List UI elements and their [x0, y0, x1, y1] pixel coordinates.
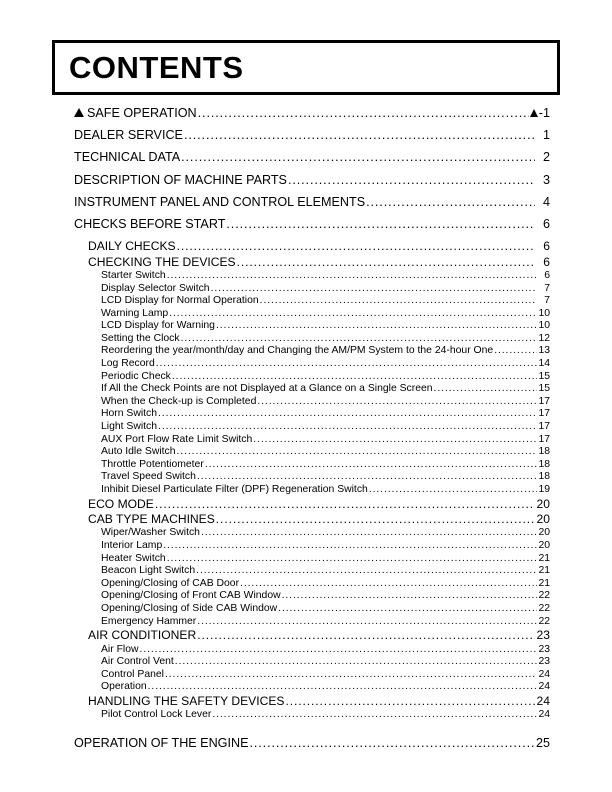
- dot-leader: [282, 590, 537, 601]
- dot-leader: [216, 512, 535, 526]
- toc-entry-page-value: -1: [538, 106, 550, 120]
- toc-entry-page-number: 21: [538, 577, 550, 589]
- toc-entry-page-number: 17: [538, 433, 550, 445]
- toc-entry[interactable]: [0, 396, 612, 409]
- toc-entry-label: Reordering the year/month/day and Changing the AM/PM System to the 24-hour One: [101, 345, 494, 357]
- toc-entry-page-number: 18: [538, 458, 550, 470]
- toc-entry-page-number: 18: [538, 471, 550, 483]
- toc-entry-label: Light Switch: [101, 421, 158, 433]
- toc-entry-label: Emergency Hammer: [101, 615, 197, 627]
- toc-entry-page-number: 23: [538, 643, 550, 655]
- toc-entry-page-number: 25: [535, 735, 550, 750]
- toc-entry[interactable]: [0, 512, 612, 527]
- dot-leader: [278, 603, 537, 614]
- toc-entry[interactable]: [0, 565, 612, 578]
- toc-entry[interactable]: [0, 628, 612, 643]
- toc-entry-page-number: 14: [538, 358, 550, 370]
- toc-entry[interactable]: [0, 681, 612, 694]
- dot-leader: [155, 497, 535, 511]
- dot-leader: [240, 578, 537, 589]
- dot-leader: [257, 396, 537, 407]
- dot-leader: [285, 694, 535, 708]
- toc-entry-page-number: 23: [538, 656, 550, 668]
- toc-entry-label: DAILY CHECKS: [88, 239, 176, 254]
- dot-leader: [216, 320, 537, 331]
- toc-entry-page-number: 12: [538, 332, 550, 344]
- toc-entry-label: Wiper/Washer Switch: [101, 527, 200, 539]
- dot-leader: [253, 434, 537, 445]
- toc-entry[interactable]: [0, 446, 612, 459]
- toc-entry-label: Beacon Light Switch: [101, 565, 196, 577]
- dot-leader: [201, 527, 537, 538]
- toc-entry-label: ECO MODE: [88, 496, 154, 511]
- toc-entry-page-number: 6: [543, 254, 550, 269]
- toc-entry-label: LCD Display for Warning: [101, 320, 215, 332]
- toc-entry-label: Operation: [101, 681, 147, 693]
- toc-entry-page-number: [530, 106, 550, 120]
- toc-entry-page-number: 10: [538, 320, 550, 332]
- toc-entry[interactable]: [0, 150, 612, 172]
- toc-entry-label: Travel Speed Switch: [101, 471, 196, 483]
- dot-leader: [181, 150, 535, 164]
- toc-entry-label: SAFE OPERATION: [87, 106, 197, 120]
- page-title-box: [52, 40, 560, 95]
- toc-entry-label: CHECKING THE DEVICES: [88, 254, 236, 269]
- dot-leader: [181, 333, 537, 344]
- toc-entry-page-number: 24: [538, 681, 550, 693]
- leader-spacer: [494, 345, 537, 356]
- dot-leader: [197, 471, 537, 482]
- toc-entry-label: Air Control Vent: [101, 656, 174, 668]
- toc-entry-page-number: 20: [536, 496, 550, 511]
- toc-entry-label: TECHNICAL DATA: [74, 150, 181, 165]
- toc-entry[interactable]: [0, 471, 612, 484]
- toc-entry[interactable]: [0, 270, 612, 283]
- toc-entry-page-number: 17: [538, 421, 550, 433]
- dot-leader: [205, 459, 537, 470]
- toc-entry[interactable]: [0, 106, 612, 128]
- toc-entry[interactable]: [0, 333, 612, 346]
- toc-entry-label: Auto Idle Switch: [101, 446, 176, 458]
- dot-leader: [369, 484, 537, 495]
- dot-leader: [288, 173, 535, 187]
- dot-leader: [226, 217, 535, 231]
- warning-triangle-icon: [74, 108, 84, 117]
- toc-entry[interactable]: [0, 217, 612, 239]
- toc-entry[interactable]: [0, 128, 612, 150]
- toc-entry-label: Inhibit Diesel Particulate Filter (DPF) Regeneration Switch: [101, 484, 368, 495]
- dot-leader: [175, 656, 537, 667]
- toc-entry-label: Display Selector Switch: [101, 282, 210, 294]
- toc-entry-page-number: 7: [544, 282, 550, 294]
- toc-entry-label: Warning Lamp: [101, 307, 169, 319]
- dot-leader: [177, 239, 535, 253]
- toc-entry-label: AUX Port Flow Rate Limit Switch: [101, 433, 253, 445]
- dot-leader: [197, 628, 535, 642]
- toc-entry-label: CHECKS BEFORE START: [74, 216, 226, 231]
- toc-entry-page-number: 18: [538, 446, 550, 458]
- toc-entry-label: Opening/Closing of Front CAB Window: [101, 590, 281, 602]
- dot-leader: [163, 540, 537, 551]
- toc-entry-page-number: 24: [536, 693, 550, 708]
- toc-entry-label: Periodic Check: [101, 370, 171, 382]
- toc-entry-label: OPERATION OF THE ENGINE: [74, 735, 249, 750]
- toc-entry-page-number: 20: [538, 527, 550, 539]
- dot-leader: [434, 383, 537, 394]
- toc-entry[interactable]: [0, 173, 612, 195]
- warning-triangle-icon: [530, 109, 538, 117]
- dot-leader: [165, 669, 537, 680]
- toc-entry-label: Control Panel: [101, 668, 164, 680]
- toc-entry-page-number: 22: [538, 590, 550, 602]
- toc-entry[interactable]: [0, 669, 612, 682]
- toc-entry-page-number: 17: [538, 408, 550, 420]
- toc-entry-page-number: 21: [538, 565, 550, 577]
- toc-entry-page-number: 23: [536, 628, 550, 643]
- toc-entry-page-number: 7: [544, 295, 550, 307]
- dot-leader: [172, 371, 537, 382]
- dot-leader: [167, 270, 537, 281]
- toc-entry[interactable]: [0, 408, 612, 421]
- toc-entry-label: Interior Lamp: [101, 539, 163, 551]
- toc-entry-page-number: 6: [544, 269, 550, 281]
- toc-entry-page-number: 1: [542, 128, 550, 143]
- toc-entry[interactable]: [0, 527, 612, 540]
- toc-entry[interactable]: [0, 239, 612, 254]
- toc-entry[interactable]: [0, 308, 612, 321]
- toc-entry[interactable]: [0, 295, 612, 308]
- toc-entry[interactable]: [0, 709, 612, 722]
- toc-entry-label: INSTRUMENT PANEL AND CONTROL ELEMENTS: [74, 194, 366, 209]
- dot-leader: [177, 446, 537, 457]
- toc-entry-page-number: 22: [538, 602, 550, 614]
- toc-entry[interactable]: [0, 255, 612, 270]
- dot-leader: [198, 106, 529, 120]
- toc-entry-label: CAB TYPE MACHINES: [88, 511, 215, 526]
- toc-entry[interactable]: [0, 345, 612, 358]
- toc-entry[interactable]: [0, 736, 612, 758]
- toc-entry[interactable]: [0, 616, 612, 629]
- dot-leader: [212, 709, 537, 720]
- toc-entry-page-number: 2: [542, 150, 550, 165]
- dot-leader: [184, 128, 535, 142]
- toc-entry-label: Heater Switch: [101, 552, 166, 564]
- toc-entry[interactable]: [0, 694, 612, 709]
- table-of-contents: [0, 106, 612, 758]
- toc-entry-label: Opening/Closing of CAB Door: [101, 577, 240, 589]
- toc-entry-label: LCD Display for Normal Operation: [101, 295, 259, 307]
- toc-entry-label: When the Check-up is Completed: [101, 395, 257, 407]
- toc-entry-page-number: 3: [542, 172, 550, 187]
- toc-entry-label: AIR CONDITIONER: [88, 628, 197, 643]
- toc-entry-page-number: 17: [538, 395, 550, 407]
- toc-entry-label: Throttle Potentiometer: [101, 458, 204, 470]
- toc-entry-label: Log Record: [101, 358, 155, 370]
- toc-entry[interactable]: [0, 484, 612, 497]
- dot-leader: [140, 644, 537, 655]
- toc-entry-page-number: 15: [538, 370, 550, 382]
- dot-leader: [249, 736, 535, 750]
- toc-entry[interactable]: [0, 553, 612, 566]
- toc-entry-page-number: 20: [536, 511, 550, 526]
- toc-entry[interactable]: [0, 540, 612, 553]
- toc-entry[interactable]: [0, 434, 612, 447]
- toc-entry[interactable]: [0, 578, 612, 591]
- toc-entry[interactable]: [0, 459, 612, 472]
- toc-entry[interactable]: [0, 195, 612, 217]
- toc-entry-label: Pilot Control Lock Lever: [101, 709, 212, 721]
- dot-leader: [197, 616, 537, 627]
- dot-leader: [158, 408, 537, 419]
- toc-entry[interactable]: [0, 644, 612, 657]
- toc-entry-label: Horn Switch: [101, 408, 158, 420]
- toc-entry-page-number: 24: [538, 709, 550, 721]
- toc-entry-label: Setting the Clock: [101, 332, 180, 344]
- toc-entry[interactable]: [0, 590, 612, 603]
- toc-entry-page-number: 21: [538, 552, 550, 564]
- page-title: CONTENTS: [69, 50, 244, 85]
- toc-entry-label: DESCRIPTION OF MACHINE PARTS: [74, 172, 287, 187]
- toc-entry-label: Air Flow: [101, 643, 139, 655]
- toc-entry[interactable]: [0, 358, 612, 371]
- toc-entry-page-number: 22: [538, 615, 550, 627]
- dot-leader: [211, 283, 537, 294]
- toc-entry[interactable]: [0, 603, 612, 616]
- dot-leader: [158, 421, 537, 432]
- toc-entry-page-number: 13: [538, 345, 550, 357]
- dot-leader: [196, 565, 537, 576]
- toc-entry-page-number: 6: [543, 239, 550, 254]
- dot-leader: [260, 295, 537, 306]
- dot-leader: [156, 358, 537, 369]
- toc-entry-page-number: 19: [538, 484, 550, 495]
- toc-entry-page-number: 6: [542, 216, 550, 231]
- toc-entry-page-number: 24: [538, 668, 550, 680]
- toc-entry[interactable]: [0, 497, 612, 512]
- toc-entry[interactable]: [0, 371, 612, 384]
- toc-entry[interactable]: [0, 320, 612, 333]
- toc-entry[interactable]: [0, 383, 612, 396]
- toc-entry-page-number: 4: [542, 194, 550, 209]
- toc-entry-label: Opening/Closing of Side CAB Window: [101, 602, 278, 614]
- toc-entry[interactable]: [0, 656, 612, 669]
- dot-leader: [169, 308, 537, 319]
- toc-entry-page-number: 10: [538, 307, 550, 319]
- toc-entry-page-number: 15: [538, 383, 550, 395]
- toc-entry-label: HANDLING THE SAFETY DEVICES: [88, 693, 285, 708]
- dot-leader: [237, 255, 535, 269]
- toc-entry-label: If All the Check Points are not Displayed at a Glance on a Single Screen: [101, 383, 433, 395]
- dot-leader: [148, 681, 537, 692]
- toc-entry[interactable]: [0, 421, 612, 434]
- toc-entry-label: Starter Switch: [101, 269, 166, 281]
- dot-leader: [167, 553, 537, 564]
- toc-entry[interactable]: [0, 283, 612, 296]
- toc-entry-label: DEALER SERVICE: [74, 128, 183, 143]
- dot-leader: [366, 195, 535, 209]
- toc-entry-page-number: 20: [538, 539, 550, 551]
